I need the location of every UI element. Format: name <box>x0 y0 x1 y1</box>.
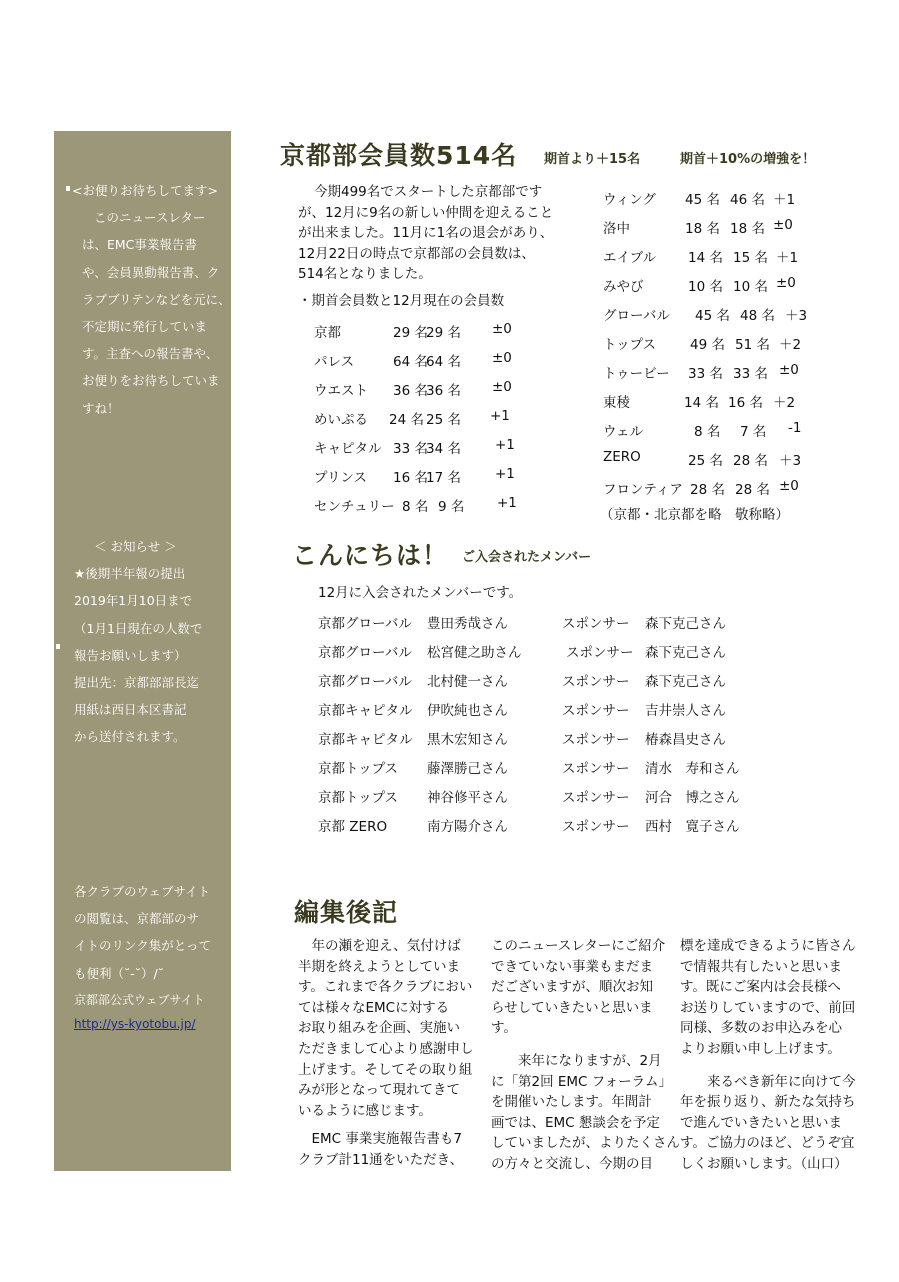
club-now: 29 名 <box>426 325 461 341</box>
editorial-line: よりお願い申し上げます。 <box>680 1040 841 1057</box>
editorial-line: していましたが、よりたくさん <box>491 1135 680 1152</box>
letters-line: このニュースレター <box>94 210 206 226</box>
club-start: 29 名 <box>393 325 428 341</box>
websites-line: の閲覧は、京都部のサ <box>74 911 200 927</box>
club-diff: ＋3 <box>785 308 808 324</box>
websites-line: 各クラブのウェブサイト <box>74 884 211 899</box>
sponsor-name: 河合 博之さん <box>645 790 740 806</box>
letters-line: 不定期に発行していま <box>82 319 208 335</box>
notice-line: 報告お願いします） <box>74 647 187 663</box>
member-name: 南方陽介さん <box>427 819 508 835</box>
club-diff: +1 <box>497 495 517 511</box>
bullet-marker <box>56 644 60 649</box>
welcome-title: こんにちは！ <box>292 541 449 570</box>
editorial-line: 画では、EMC 懇談会を予定 <box>491 1114 660 1131</box>
club-now: 16 名 <box>728 395 763 411</box>
editorial-line: す。これまで各クラブにおい <box>298 979 473 996</box>
editorial-line: で情報共有したいと思いま <box>680 958 842 975</box>
club-diff: ＋2 <box>773 395 796 411</box>
editorial-line: 標を達成できるように皆さん <box>680 938 856 954</box>
intro-line: 514名となりました。 <box>298 266 432 283</box>
editorial-line: いるように感じます。 <box>298 1102 432 1119</box>
websites-line: イトのリンク集がとって <box>74 938 212 954</box>
notice-line: ★後期半年報の提出 <box>74 566 186 582</box>
editorial-gap <box>680 1060 856 1072</box>
editorial-col-1 <box>298 936 474 1171</box>
club-diff: +1 <box>495 437 515 453</box>
club-name: ウェル <box>603 424 643 440</box>
club-now: 34 名 <box>426 441 461 457</box>
club-start: 33 名 <box>688 366 723 382</box>
club-start: 14 名 <box>688 250 723 266</box>
websites-line: も便利（˘-˘）/˘ <box>74 965 164 981</box>
intro-line: 12月22日の時点で京都部の会員数は、 <box>298 245 535 262</box>
club-diff: ±0 <box>776 275 796 291</box>
editorial-line: す。ご協力のほど、どうぞ宜 <box>680 1135 855 1152</box>
club-start: 64 名 <box>393 354 428 370</box>
page-title: 京都部会員数514名 <box>280 141 518 170</box>
club-diff: ±0 <box>779 362 799 378</box>
editorial-line: 来るべき新年に向けて今 <box>680 1073 856 1090</box>
editorial-title: 編集後記 <box>294 898 399 927</box>
club-name: センチュリー <box>314 499 395 515</box>
editorial-line: お送りしていますので、前回 <box>680 999 856 1016</box>
club-start: 36 名 <box>393 383 428 399</box>
club-name: パレス <box>314 354 355 370</box>
notice-line: 2019年1月10日まで <box>74 593 193 609</box>
club-start: 49 名 <box>690 337 725 353</box>
club-start: 10 名 <box>688 279 723 295</box>
editorial-line: 年の瀬を迎え、気付けば <box>298 938 461 954</box>
sponsor-label: スポンサー <box>562 790 630 806</box>
club-diff: ±0 <box>492 350 512 366</box>
sponsor-name: 清水 寿和さん <box>645 761 740 777</box>
club-diff: ＋3 <box>779 453 802 469</box>
letters-line: や、会員異動報告書、ク <box>82 264 220 280</box>
club-now: 9 名 <box>438 499 465 515</box>
member-name: 神谷修平さん <box>427 790 508 806</box>
sponsor-name: 西村 寛子さん <box>645 819 740 835</box>
club-now: 25 名 <box>426 412 461 428</box>
club-start: 45 名 <box>695 308 730 324</box>
member-name: 黒木宏知さん <box>427 732 508 748</box>
club-start: 18 名 <box>685 221 720 237</box>
editorial-line: 年を振り返り、新たな気持ち <box>680 1094 856 1111</box>
editorial-line: みが形となって現れてきて <box>298 1082 460 1099</box>
member-club: 京都グローバル <box>318 674 412 690</box>
member-club: 京都キャピタル <box>318 732 413 748</box>
club-name: 洛中 <box>603 221 630 237</box>
editorial-line: ただきまして心より感謝申し <box>298 1040 474 1057</box>
intro-line: が、12月に9名の新しい仲間を迎えること <box>298 204 554 221</box>
member-name: 伊吹純也さん <box>427 703 508 719</box>
editorial-gap <box>491 1039 680 1051</box>
welcome-sub: ご入会されたメンバー <box>462 550 592 565</box>
editorial-line: EMC 事業実施報告書も7 <box>298 1131 462 1148</box>
club-now: 46 名 <box>730 192 765 208</box>
official-site-label: 京都部公式ウェブサイト <box>74 992 205 1007</box>
notice-line: から送付されます。 <box>74 729 186 745</box>
member-club: 京都グローバル <box>318 645 412 661</box>
editorial-col-3 <box>680 936 856 1175</box>
club-name: フロンティア <box>603 482 683 498</box>
member-club: 京都キャピタル <box>318 703 413 719</box>
letters-line: <お便りお待ちしてます> <box>72 183 218 198</box>
club-now: 17 名 <box>426 470 461 486</box>
club-start: 24 名 <box>389 412 424 428</box>
bullet-marker <box>66 186 70 191</box>
member-name: 北村健一さん <box>427 674 508 690</box>
club-now: 10 名 <box>733 279 768 295</box>
club-diff: ±0 <box>773 217 793 233</box>
club-start: 8 名 <box>694 424 721 440</box>
sponsor-label: スポンサー <box>566 645 634 661</box>
editorial-line: 同様、多数のお申込みを心 <box>680 1020 842 1037</box>
headline-sub-increase: 期首より＋15名 <box>544 152 641 167</box>
club-diff: -1 <box>788 420 802 436</box>
club-now: 36 名 <box>426 383 461 399</box>
letters-line: は、EMC事業報告書 <box>82 237 197 253</box>
club-start: 16 名 <box>393 470 428 486</box>
sponsor-label: スポンサー <box>562 674 630 690</box>
sidebar-letters <box>72 177 231 422</box>
club-start: 25 名 <box>688 453 723 469</box>
editorial-line: す。 <box>491 1020 517 1037</box>
intro-line: が出来ました。11月に1名の退会があり、 <box>298 225 554 242</box>
editorial-line: お取り組みを企画、実施い <box>298 1020 460 1037</box>
headline-sub-goal: 期首＋10%の増強を！ <box>680 152 816 167</box>
club-now: 28 名 <box>733 453 768 469</box>
editorial-line: 半期を終えようとしていま <box>298 958 460 975</box>
intro-line: 今期499名でスタートした京都部です <box>314 184 543 200</box>
member-club: 京都 ZERO <box>318 819 388 835</box>
club-diff: ＋1 <box>773 192 796 208</box>
member-name: 豊田秀哉さん <box>427 616 508 632</box>
club-now: 51 名 <box>735 337 770 353</box>
member-club: 京都トップス <box>318 790 399 806</box>
member-name: 藤澤勝己さん <box>427 761 508 777</box>
member-name: 松宮健之助さん <box>427 645 522 661</box>
club-name: グローバル <box>603 308 670 324</box>
editorial-line: 上げます。そしてその取り組 <box>298 1061 473 1078</box>
club-now: 15 名 <box>733 250 768 266</box>
club-name: ウィング <box>603 192 656 208</box>
club-start: 33 名 <box>393 441 428 457</box>
club-diff: +1 <box>495 466 515 482</box>
club-name: キャピタル <box>314 441 382 457</box>
letters-line: ラブブリテンなどを元に、 <box>82 291 231 307</box>
member-club: 京都グローバル <box>318 616 412 632</box>
editorial-line: の方々と交流し、今期の目 <box>491 1155 653 1172</box>
sponsor-label: スポンサー <box>562 819 630 835</box>
notice-line: 用紙は西日本区書記 <box>74 702 187 718</box>
club-name: 京都 <box>314 325 341 341</box>
club-name: 東稜 <box>603 395 630 411</box>
table-label: ・期首会員数と12月現在の会員数 <box>298 293 505 309</box>
editorial-line: で進んでいきたいと思いま <box>680 1114 842 1131</box>
club-name: ウエスト <box>314 383 368 399</box>
editorial-line: クラブ計11通をいただき、 <box>298 1151 464 1168</box>
club-diff: +1 <box>490 408 510 424</box>
letters-line: お便りをお待ちしていま <box>82 373 220 389</box>
sponsor-name: 森下克己さん <box>645 616 726 632</box>
sponsor-name: 森下克己さん <box>645 645 726 661</box>
editorial-line: このニュースレターにご紹介 <box>491 938 666 954</box>
club-name: エイブル <box>603 250 657 266</box>
club-diff: ＋2 <box>779 337 802 353</box>
editorial-gap <box>298 1121 474 1129</box>
club-now: 64 名 <box>426 354 461 370</box>
club-start: 8 名 <box>402 499 429 515</box>
editorial-line: らせしていきたいと思いま <box>491 999 653 1016</box>
club-now: 28 名 <box>735 482 770 498</box>
sidebar-websites <box>74 878 211 1034</box>
club-start: 28 名 <box>690 482 725 498</box>
sponsor-name: 椿森昌史さん <box>645 732 726 748</box>
notice-line: （1月1日現在の人数で <box>74 620 203 636</box>
club-start: 14 名 <box>684 395 719 411</box>
sponsor-label: スポンサー <box>562 616 630 632</box>
letters-line: すね！ <box>82 400 120 416</box>
editorial-col-2 <box>491 936 680 1175</box>
editorial-line: しくお願いします。（山口） <box>680 1155 848 1172</box>
club-diff: ±0 <box>492 379 512 395</box>
editorial-line: す。既にご案内は会長様へ <box>680 979 841 996</box>
club-now: 18 名 <box>730 221 765 237</box>
club-start: 45 名 <box>685 192 720 208</box>
sponsor-label: スポンサー <box>562 761 630 777</box>
editorial-line: を開催いたします。年間計 <box>491 1094 652 1111</box>
welcome-intro: 12月に入会されたメンバーです。 <box>318 585 523 601</box>
club-now: 7 名 <box>740 424 767 440</box>
club-name: プリンス <box>314 470 368 486</box>
sponsor-label: スポンサー <box>562 732 630 748</box>
editorial-line: に「第2回 EMC フォーラム」 <box>491 1073 672 1090</box>
editorial-line: ては様々なEMCに対する <box>298 999 450 1016</box>
club-now: 48 名 <box>740 308 775 324</box>
club-name: トップス <box>603 337 657 353</box>
sponsor-name: 吉井崇人さん <box>645 703 726 719</box>
letters-line: す。主査への報告書や、 <box>82 346 219 362</box>
club-name: トゥービー <box>603 366 670 382</box>
club-name: ZERO <box>603 449 641 465</box>
clubs-note: （京都・北京都を略 敬称略） <box>600 507 789 523</box>
member-club: 京都トップス <box>318 761 399 777</box>
editorial-line: だございますが、順次お知 <box>491 979 653 996</box>
sidebar-notice <box>74 533 202 751</box>
club-diff: ±0 <box>779 478 799 494</box>
club-diff: ±0 <box>492 321 512 337</box>
club-now: 33 名 <box>733 366 768 382</box>
editorial-line: できていない事業もまだま <box>491 958 653 975</box>
notice-line: 提出先：京都部部長迄 <box>74 675 200 691</box>
club-name: めいぷる <box>314 412 368 428</box>
notice-line: ＜ お知らせ ＞ <box>94 539 177 554</box>
intro-paragraph <box>298 182 553 285</box>
editorial-line: 来年になりますが、2月 <box>491 1052 662 1069</box>
official-site-link[interactable]: http://ys-kyotobu.jp/ <box>74 1017 196 1032</box>
club-diff: ＋1 <box>776 250 799 266</box>
club-name: みやび <box>603 279 644 295</box>
sponsor-name: 森下克己さん <box>645 674 726 690</box>
sponsor-label: スポンサー <box>562 703 630 719</box>
